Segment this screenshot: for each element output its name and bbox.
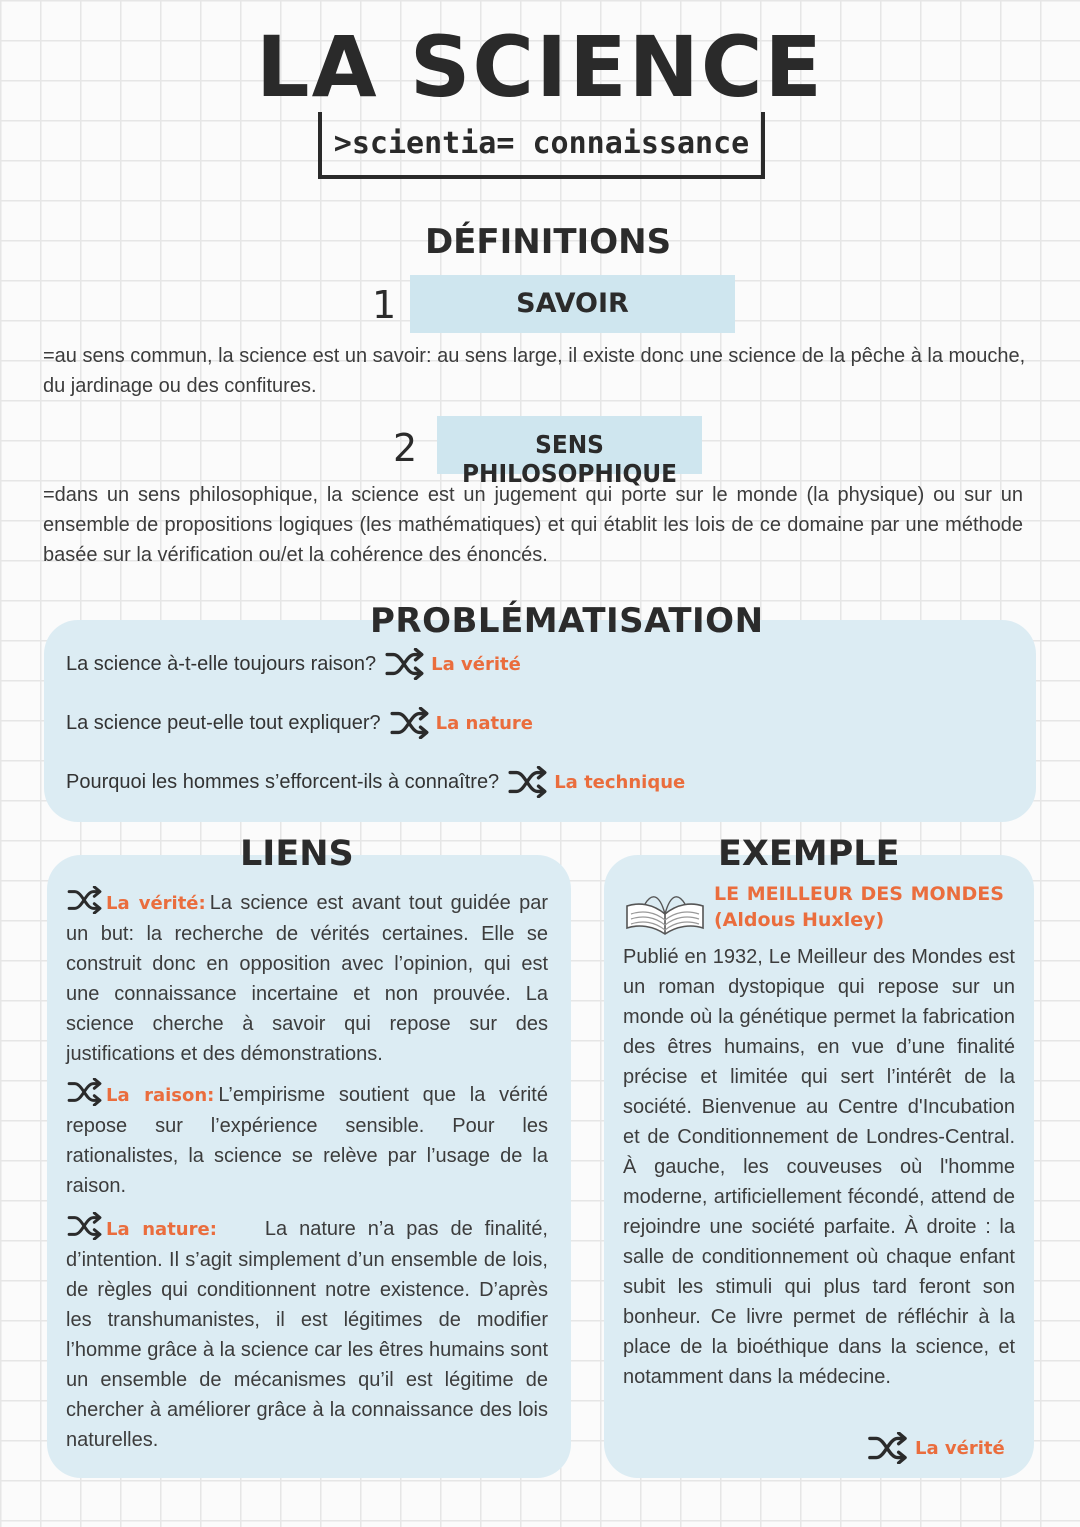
exemple-text: Publié en 1932, Le Meilleur des Mondes est un roman dystopique qui repose sur un monde où la génétique permet la fabrication des êtres humains, en vue d’une finalité précise et limitée qui sert l’intérêt de la société. Bienvenue au Centre d'Incubation et de Conditionnement de Londres-Central. À gauche, les couveuses où l'homme moderne, artificiellement fécondé, attend de rejoindre une société parfaite. À droite : la salle de conditionnement où chaque enfant subit les stimuli qui plus tard feront son bonheur. Ce livre permet de réfléchir à la place de la bioéthique dans la science, et notamment dans la médecine. [623,946,1015,1388]
definition-label-1: SAVOIR [516,288,629,319]
lien-text: L’empirisme soutient que la vérité repose sur l’expérience sensible. Pour les rationalistes, la science se relève par l’usage de la raison. [66,1084,548,1197]
exemple-link [866,1432,1005,1464]
lien-item [66,886,548,1069]
lien-item [66,1078,548,1201]
definition-text-1: =au sens commun, la science est un savoir: au sens large, il existe donc une science de la pêche à la mouche, du jardinage ou des confitures. [43,345,1026,397]
book-author: (Aldous Huxley) [714,909,885,931]
open-book-icon [623,888,707,938]
lien-label: La raison: [106,1085,215,1106]
lien-label: La vérité: [106,893,206,914]
lien-text: La science est avant tout guidée par un but: la recherche de vérités certaines. Elle se construit donc en opposition avec l’opinion, qui est une connaissance incertaine et non prouvée. La science cherche à savoir qui repose sur des justifications et des démonstrations. [66,892,549,1065]
lien-text: La nature n’a pas de finalité, d’intention. Il s’agit simplement d’un ensemble de lois, de règles qui conditionnent notre existence. D’après les transhumanistes, il est légitimes de modifier l’homme grâce à la science car les êtres humains sont un ensemble de mécanismes qu’il est légitime de chercher à améliorer grâce à la connaissance des lois naturelles. [66,1218,548,1451]
problematisation-question [66,707,533,739]
subtitle: >scientia= connaissance [333,126,750,161]
shuffle-icon [866,1432,910,1464]
question-link: La technique [554,771,686,793]
book-title-word: MEILLEUR [746,883,853,905]
problematisation-question [66,766,685,798]
shuffle-icon [66,1078,104,1106]
question-text: La science peut-elle tout expliquer? [66,711,381,734]
book-title [714,883,1004,931]
question-link: La nature [435,712,534,734]
definition-label-box-1 [410,275,735,333]
shuffle-icon [507,766,549,798]
page-title: LA SCIENCE [256,18,824,116]
book-title-word: MONDES [910,883,1004,905]
subtitle-box [318,112,765,179]
shuffle-icon [384,648,426,680]
definition-text-2: =dans un sens philosophique, la science est un jugement qui porte sur le monde (la physique) ou sur un ensemble de propositions logiques (les mathématiques) et qui établit les lois de ce domaine par une méthode basée sur la vérification ou/et la cohérence des énoncés. [43,484,1023,566]
problematisation-heading: PROBLÉMATISATION [370,601,764,641]
problematisation-question [66,648,521,680]
shuffle-icon [389,707,431,739]
definition-label-2: SENS PHILOSOPHIQUE [461,430,678,488]
lien-item [66,1212,548,1455]
liens-heading: LIENS [240,834,354,874]
shuffle-icon [66,886,104,914]
question-text: Pourquoi les hommes s’efforcent-ils à connaître? [66,770,500,793]
lien-label: La nature: [106,1219,217,1240]
exemple-link-label: La vérité [915,1437,1005,1459]
question-link: La vérité [431,653,521,675]
exemple-heading: EXEMPLE [718,834,900,874]
question-text: La science à-t-elle toujours raison? [66,652,377,675]
definition-number-1: 1 [372,283,397,327]
definition-number-2: 2 [393,426,418,470]
book-title-word: DES [860,883,903,905]
shuffle-icon [66,1212,104,1240]
book-title-word: LE [714,883,740,905]
definitions-heading: DÉFINITIONS [424,222,672,262]
definition-label-box-2 [437,416,702,488]
